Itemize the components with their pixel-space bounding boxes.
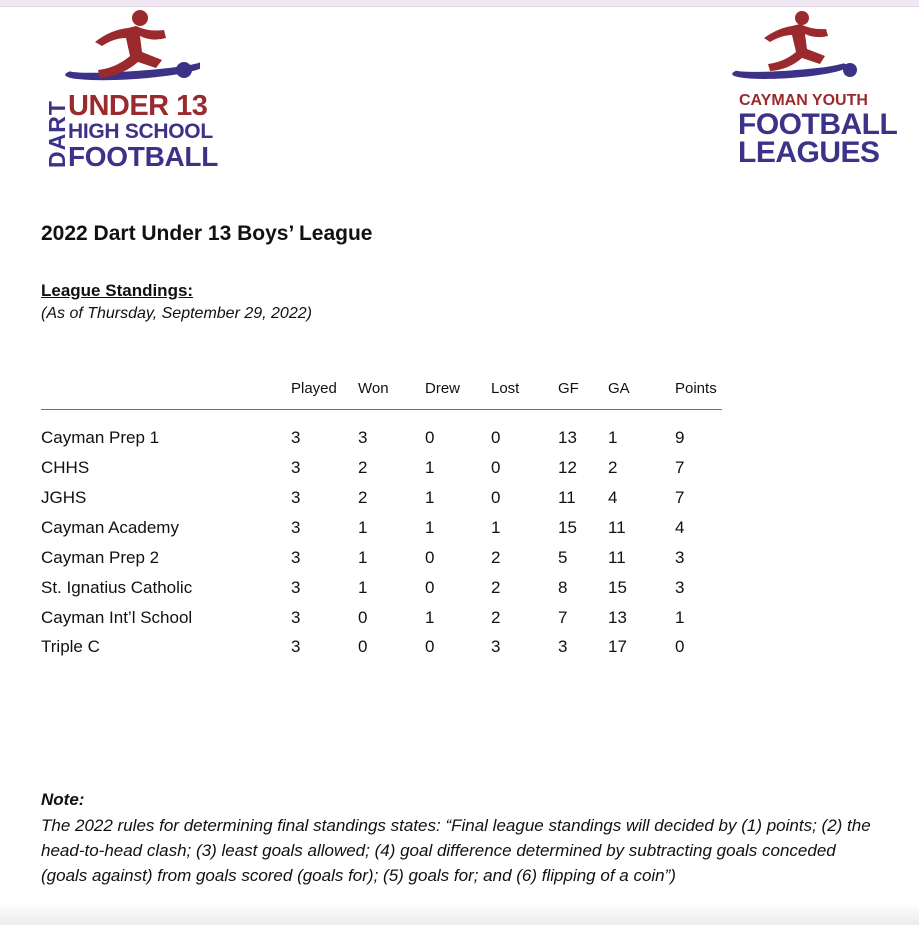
standings-as-of-date: (As of Thursday, September 29, 2022) xyxy=(41,305,312,322)
ga-value: 11 xyxy=(608,518,626,537)
table-row xyxy=(0,578,919,608)
drew-value: 0 xyxy=(425,428,435,447)
table-row xyxy=(0,608,919,638)
points-value: 7 xyxy=(675,458,685,477)
table-row xyxy=(0,637,919,667)
team-name: Cayman Academy xyxy=(41,518,179,537)
gf-value: 12 xyxy=(558,458,577,477)
points-value: 1 xyxy=(675,608,685,627)
ga-value: 17 xyxy=(608,637,627,656)
drew-value: 1 xyxy=(425,458,435,477)
played-value: 3 xyxy=(291,578,301,597)
page-bottom-edge xyxy=(0,903,919,925)
gf-value: 15 xyxy=(558,518,577,537)
team-name: Cayman Prep 1 xyxy=(41,428,160,447)
table-row xyxy=(0,548,919,578)
played-value: 3 xyxy=(291,548,301,567)
ga-value: 15 xyxy=(608,578,627,597)
won-value: 2 xyxy=(358,488,368,507)
logo-right-line-3: LEAGUES xyxy=(738,136,880,169)
played-value: 3 xyxy=(291,488,301,507)
played-value: 3 xyxy=(291,518,301,537)
won-value: 3 xyxy=(358,428,368,447)
drew-value: 1 xyxy=(425,518,435,537)
drew-value: 0 xyxy=(425,578,435,597)
header-divider xyxy=(41,409,722,410)
points-value: 4 xyxy=(675,518,685,537)
drew-value: 1 xyxy=(425,488,435,507)
lost-value: 1 xyxy=(491,518,501,537)
standings-heading: League Standings: xyxy=(41,281,194,300)
table-row xyxy=(0,428,919,458)
played-value: 3 xyxy=(291,458,301,477)
gf-value: 11 xyxy=(558,488,576,507)
team-name: Cayman Int’l School xyxy=(41,608,193,627)
won-value: 1 xyxy=(358,578,368,597)
logo-right-line-2: FOOTBALL xyxy=(738,108,898,141)
logo-right-line-1: CAYMAN YOUTH xyxy=(739,92,868,109)
ga-value: 1 xyxy=(608,428,618,447)
gf-value: 5 xyxy=(558,548,568,567)
team-name: CHHS xyxy=(41,458,90,477)
played-value: 3 xyxy=(291,428,301,447)
gf-value: 8 xyxy=(558,578,568,597)
ga-value: 2 xyxy=(608,458,618,477)
team-name: Triple C xyxy=(41,637,100,656)
ga-value: 4 xyxy=(608,488,618,507)
lost-value: 2 xyxy=(491,578,501,597)
table-row xyxy=(0,458,919,488)
team-name: JGHS xyxy=(41,488,87,507)
drew-value: 1 xyxy=(425,608,435,627)
column-header-points: Points xyxy=(675,380,717,397)
lost-value: 2 xyxy=(491,548,501,567)
team-name: Cayman Prep 2 xyxy=(41,548,160,567)
ga-value: 11 xyxy=(608,548,626,567)
logo-left-line-1: UNDER 13 xyxy=(68,90,208,122)
logo-left-line-2: HIGH SCHOOL xyxy=(68,120,213,143)
points-value: 3 xyxy=(675,548,685,567)
won-value: 1 xyxy=(358,548,368,567)
points-value: 9 xyxy=(675,428,685,447)
points-value: 3 xyxy=(675,578,685,597)
lost-value: 0 xyxy=(491,458,501,477)
played-value: 3 xyxy=(291,608,301,627)
note-text: The 2022 rules for determining final standings states: “Final league standings will decided by (1) points; (2) the head-to-head clash; (3) least goals allowed; (4) goal difference determined by subtracting goals conceded (goals against) from goals scored (goals for); (5) goals for; and (6) flipping of a coin”) xyxy=(41,816,871,885)
document-title: 2022 Dart Under 13 Boys’ League xyxy=(41,222,373,245)
lost-value: 0 xyxy=(491,488,501,507)
won-value: 0 xyxy=(358,608,368,627)
lost-value: 2 xyxy=(491,608,501,627)
footballer-figure-icon xyxy=(730,8,870,93)
drew-value: 0 xyxy=(425,548,435,567)
lost-value: 3 xyxy=(491,637,501,656)
column-header-played: Played xyxy=(291,380,337,397)
won-value: 0 xyxy=(358,637,368,656)
ga-value: 13 xyxy=(608,608,627,627)
gf-value: 3 xyxy=(558,637,568,656)
dart-vertical-text: DART xyxy=(44,100,70,168)
won-value: 2 xyxy=(358,458,368,477)
points-value: 7 xyxy=(675,488,685,507)
lost-value: 0 xyxy=(491,428,501,447)
table-row xyxy=(0,488,919,518)
team-name: St. Ignatius Catholic xyxy=(41,578,193,597)
logo-left-line-3: FOOTBALL xyxy=(68,141,219,172)
note-heading: Note: xyxy=(41,790,85,809)
footballer-figure-icon xyxy=(40,8,200,98)
gf-value: 13 xyxy=(558,428,577,447)
drew-value: 0 xyxy=(425,637,435,656)
window-top-border xyxy=(0,0,919,7)
gf-value: 7 xyxy=(558,608,568,627)
column-header-won: Won xyxy=(358,380,389,397)
table-row xyxy=(0,518,919,548)
column-header-drew: Drew xyxy=(425,380,461,397)
column-header-gf: GF xyxy=(558,380,579,397)
points-value: 0 xyxy=(675,637,685,656)
won-value: 1 xyxy=(358,518,368,537)
column-header-ga: GA xyxy=(608,380,630,397)
column-header-lost: Lost xyxy=(491,380,520,397)
played-value: 3 xyxy=(291,637,301,656)
